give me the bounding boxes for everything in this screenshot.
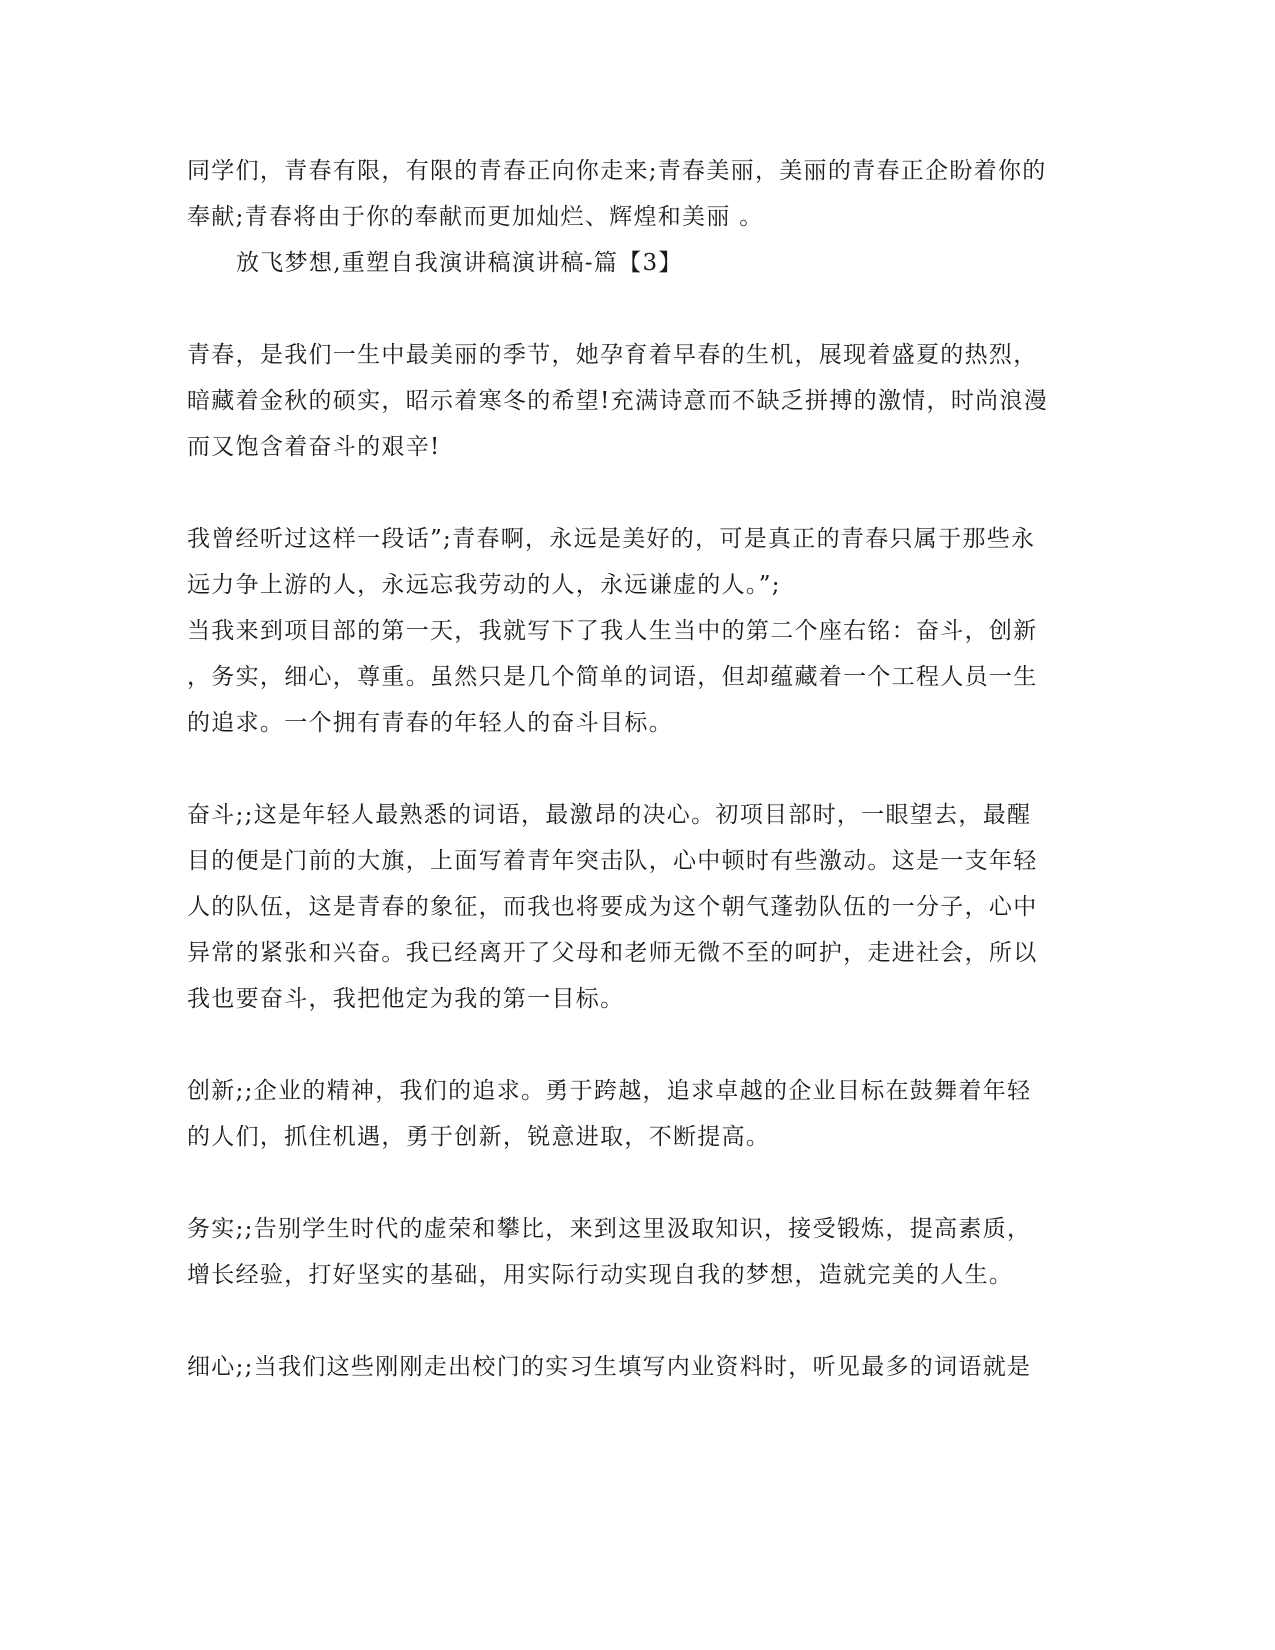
text-line: 增长经验，打好坚实的基础，用实际行动实现自我的梦想，造就完美的人生。 [187,1262,1014,1288]
text-line: 奋斗;;这是年轻人最熟悉的词语，最激昂的决心。初项目部时，一眼望去，最醒 [187,802,1032,828]
text-line: 青春，是我们一生中最美丽的季节，她孕育着早春的生机，展现着盛夏的热烈， [187,342,1038,368]
text-line: 务实;;告别学生时代的虚荣和攀比，来到这里汲取知识，接受锻炼，提高素质， [187,1216,1032,1242]
section-heading: 放飞梦想,重塑自我演讲稿演讲稿-篇【3】 [236,250,683,276]
text-line: ，务实，细心，尊重。虽然只是几个简单的词语，但却蕴藏着一个工程人员一生 [187,664,1038,690]
text-line: 同学们，青春有限，有限的青春正向你走来;青春美丽，美丽的青春正企盼着你的 [187,158,1047,184]
text-line: 而又饱含着奋斗的艰辛! [187,434,441,460]
text-line: 的追求。一个拥有青春的年轻人的奋斗目标。 [187,710,673,736]
text-line: 的人们，抓住机遇，勇于创新，锐意进取，不断提高。 [187,1124,771,1150]
text-line: 人的队伍，这是青春的象征，而我也将要成为这个朝气蓬勃队伍的一分子，心中 [187,894,1038,920]
text-line: 当我来到项目部的第一天，我就写下了我人生当中的第二个座右铭：奋斗，创新 [187,618,1038,644]
text-line: 我也要奋斗，我把他定为我的第一目标。 [187,986,625,1012]
text-line: 目的便是门前的大旗，上面写着青年突击队，心中顿时有些激动。这是一支年轻 [187,848,1038,874]
text-line: 异常的紧张和兴奋。我已经离开了父母和老师无微不至的呵护，走进社会，所以 [187,940,1038,966]
text-line: 奉献;青春将由于你的奉献而更加灿烂、辉煌和美丽 。 [187,204,764,230]
text-line: 远力争上游的人，永远忘我劳动的人，永远谦虚的人。”; [187,572,781,598]
text-line: 我曾经听过这样一段话”;青春啊，永远是美好的，可是真正的青春只属于那些永 [187,526,1036,552]
text-line: 创新;;企业的精神，我们的追求。勇于跨越，追求卓越的企业目标在鼓舞着年轻 [187,1078,1032,1104]
text-line: 暗藏着金秋的硕实，昭示着寒冬的希望!充满诗意而不缺乏拼搏的激情，时尚浪漫 [187,388,1049,414]
text-line: 细心;;当我们这些刚刚走出校门的实习生填写内业资料时，听见最多的词语就是 [187,1354,1032,1380]
